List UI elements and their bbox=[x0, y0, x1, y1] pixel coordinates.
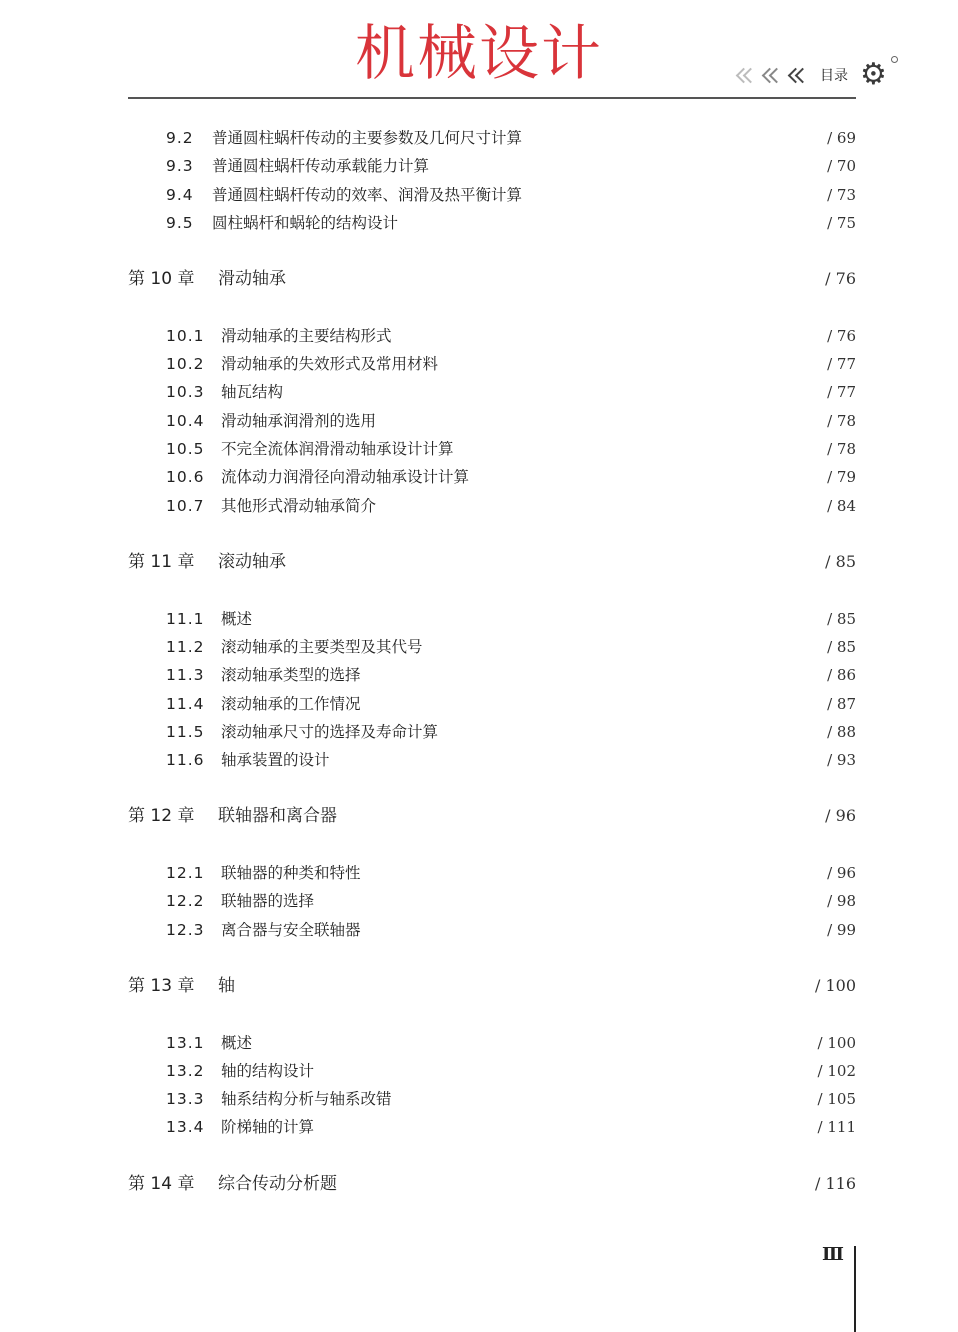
section-title: 普通圆柱蜗杆传动的主要参数及几何尺寸计算 bbox=[212, 129, 523, 147]
page-reference: / 73 bbox=[827, 186, 856, 204]
section-number: 11.6 bbox=[166, 751, 205, 769]
section-number: 9.5 bbox=[166, 214, 194, 232]
section-number: 11.4 bbox=[166, 695, 205, 713]
page-reference: / 100 bbox=[814, 976, 856, 995]
page-reference: / 86 bbox=[827, 666, 856, 684]
page-reference: / 76 bbox=[825, 269, 856, 288]
toc-section-row[interactable] bbox=[128, 1085, 856, 1113]
section-title: 滑动轴承润滑剂的选用 bbox=[221, 412, 377, 430]
toc-section-row[interactable] bbox=[128, 859, 856, 887]
section-title: 滚动轴承的主要类型及其代号 bbox=[221, 638, 423, 656]
toc-section-row[interactable] bbox=[128, 746, 856, 774]
page-reference: / 79 bbox=[827, 468, 856, 486]
section-number: 9.3 bbox=[166, 157, 194, 175]
section-title: 概述 bbox=[221, 610, 253, 628]
toc-section-row[interactable] bbox=[128, 152, 856, 180]
toc-section-row[interactable] bbox=[128, 633, 856, 661]
section-number: 11.3 bbox=[166, 666, 205, 684]
toc-section-row[interactable] bbox=[128, 407, 856, 435]
section-title: 普通圆柱蜗杆传动的效率、润滑及热平衡计算 bbox=[212, 186, 523, 204]
margin-divider bbox=[854, 1246, 856, 1332]
toc-section-row[interactable] bbox=[128, 1057, 856, 1085]
section-number: 10.1 bbox=[166, 327, 205, 345]
section-title: 不完全流体润滑滑动轴承设计计算 bbox=[221, 440, 454, 458]
toc-label[interactable]: 目录 bbox=[820, 68, 848, 84]
section-title: 滚动轴承尺寸的选择及寿命计算 bbox=[221, 723, 439, 741]
page-reference: / 98 bbox=[827, 892, 856, 910]
toc-section-row[interactable] bbox=[128, 435, 856, 463]
chapter-number: 第 12 章 bbox=[128, 806, 195, 826]
chapter-title: 轴 bbox=[218, 976, 235, 996]
toc-section-row[interactable] bbox=[128, 322, 856, 350]
section-number: 13.2 bbox=[166, 1062, 205, 1080]
section-title: 滑动轴承的失效形式及常用材料 bbox=[221, 355, 439, 373]
section-number: 10.5 bbox=[166, 440, 205, 458]
section-number: 13.3 bbox=[166, 1090, 205, 1108]
book-title: 机械设计 bbox=[355, 19, 603, 89]
page-reference: / 85 bbox=[827, 638, 856, 656]
section-number: 11.2 bbox=[166, 638, 205, 656]
page-reference: / 75 bbox=[827, 214, 856, 232]
toc-chapter-row[interactable] bbox=[128, 972, 856, 1000]
section-title: 其他形式滑动轴承简介 bbox=[221, 497, 377, 515]
toc-section-row[interactable] bbox=[128, 605, 856, 633]
toc-section-row[interactable] bbox=[128, 1029, 856, 1057]
section-number: 10.4 bbox=[166, 412, 205, 430]
section-number: 9.2 bbox=[166, 129, 194, 147]
page-reference: / 84 bbox=[827, 497, 856, 515]
page-reference: / 77 bbox=[827, 383, 856, 401]
section-title: 普通圆柱蜗杆传动承载能力计算 bbox=[212, 157, 430, 175]
section-number: 13.1 bbox=[166, 1034, 205, 1052]
toc-section-row[interactable] bbox=[128, 350, 856, 378]
section-number: 10.2 bbox=[166, 355, 205, 373]
toc-chapter-row[interactable] bbox=[128, 1170, 856, 1198]
toc-chapter-row[interactable] bbox=[128, 802, 856, 830]
toc-section-row[interactable] bbox=[128, 378, 856, 406]
chapter-title: 滚动轴承 bbox=[218, 552, 286, 572]
page-reference: / 69 bbox=[827, 129, 856, 147]
section-title: 轴系结构分析与轴系改错 bbox=[221, 1090, 392, 1108]
section-title: 圆柱蜗杆和蜗轮的结构设计 bbox=[212, 214, 399, 232]
section-title: 阶梯轴的计算 bbox=[221, 1118, 315, 1136]
section-number: 11.1 bbox=[166, 610, 205, 628]
page-reference: / 93 bbox=[827, 751, 856, 769]
section-number: 12.3 bbox=[166, 921, 205, 939]
page-number: Ⅲ bbox=[822, 1244, 844, 1265]
page-reference: / 70 bbox=[827, 157, 856, 175]
section-title: 轴承装置的设计 bbox=[221, 751, 330, 769]
chapter-number: 第 10 章 bbox=[128, 269, 195, 289]
section-title: 滑动轴承的主要结构形式 bbox=[221, 327, 392, 345]
section-number: 9.4 bbox=[166, 186, 194, 204]
section-title: 轴的结构设计 bbox=[221, 1062, 315, 1080]
section-number: 13.4 bbox=[166, 1118, 205, 1136]
section-title: 联轴器的种类和特性 bbox=[221, 864, 361, 882]
section-title: 滚动轴承类型的选择 bbox=[221, 666, 361, 684]
section-title: 轴瓦结构 bbox=[221, 383, 284, 401]
toc-section-row[interactable] bbox=[128, 209, 856, 237]
chapter-number: 第 13 章 bbox=[128, 976, 195, 996]
toc-section-row[interactable] bbox=[128, 463, 856, 491]
page-reference: / 96 bbox=[827, 864, 856, 882]
section-number: 10.3 bbox=[166, 383, 205, 401]
page-reference: / 88 bbox=[827, 723, 856, 741]
toc-section-row[interactable] bbox=[128, 1113, 856, 1141]
section-title: 滚动轴承的工作情况 bbox=[221, 695, 361, 713]
page-reference: / 78 bbox=[827, 412, 856, 430]
toc-section-row[interactable] bbox=[128, 718, 856, 746]
toc-section-row[interactable] bbox=[128, 887, 856, 915]
page-reference: / 116 bbox=[814, 1174, 856, 1193]
page-reference: / 87 bbox=[827, 695, 856, 713]
section-number: 12.2 bbox=[166, 892, 205, 910]
page-reference: / 85 bbox=[827, 610, 856, 628]
section-number: 12.1 bbox=[166, 864, 205, 882]
page-reference: / 77 bbox=[827, 355, 856, 373]
section-number: 10.6 bbox=[166, 468, 205, 486]
page-reference: / 76 bbox=[827, 327, 856, 345]
section-title: 离合器与安全联轴器 bbox=[221, 921, 361, 939]
section-number: 10.7 bbox=[166, 497, 205, 515]
gear-icon: ⚙ bbox=[860, 60, 890, 90]
page-reference: / 85 bbox=[825, 552, 856, 571]
section-title: 流体动力润滑径向滑动轴承设计计算 bbox=[221, 468, 470, 486]
page-reference: / 102 bbox=[817, 1062, 856, 1080]
page-reference: / 96 bbox=[825, 806, 856, 825]
toc-section-row[interactable] bbox=[128, 916, 856, 944]
chapter-number: 第 11 章 bbox=[128, 552, 195, 572]
chapter-title: 滑动轴承 bbox=[218, 269, 286, 289]
toc-chapter-row[interactable] bbox=[128, 548, 856, 576]
section-title: 联轴器的选择 bbox=[221, 892, 315, 910]
toc-section-row[interactable] bbox=[128, 690, 856, 718]
section-number: 11.5 bbox=[166, 723, 205, 741]
toc-section-row[interactable] bbox=[128, 661, 856, 689]
toc-section-row[interactable] bbox=[128, 181, 856, 209]
chapter-number: 第 14 章 bbox=[128, 1174, 195, 1194]
page-reference: / 78 bbox=[827, 440, 856, 458]
page-reference: / 111 bbox=[817, 1118, 856, 1136]
section-title: 概述 bbox=[221, 1034, 253, 1052]
chapter-title: 综合传动分析题 bbox=[218, 1174, 337, 1194]
page-reference: / 105 bbox=[817, 1090, 856, 1108]
chapter-title: 联轴器和离合器 bbox=[218, 806, 337, 826]
toc-section-row[interactable] bbox=[128, 492, 856, 520]
page-reference: / 99 bbox=[827, 921, 856, 939]
toc-chapter-row[interactable] bbox=[128, 265, 856, 293]
toc-section-row[interactable] bbox=[128, 124, 856, 152]
page-reference: / 100 bbox=[817, 1034, 856, 1052]
